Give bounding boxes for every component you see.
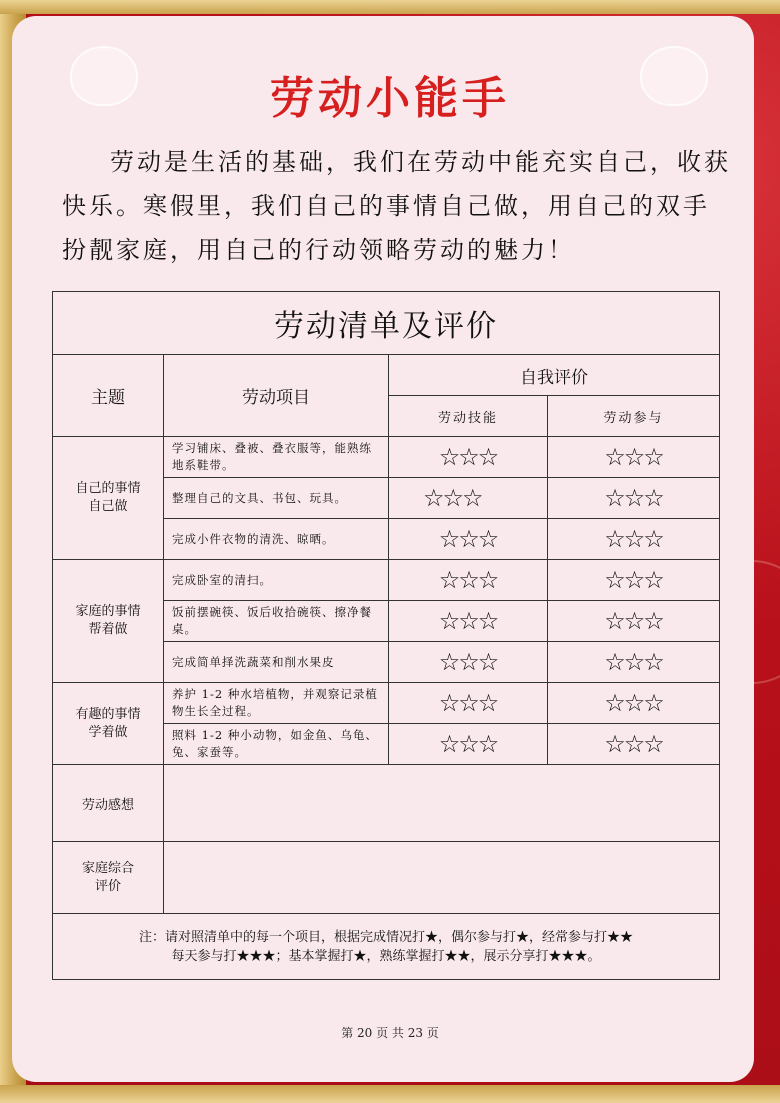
star-rating-skill[interactable]: ☆☆☆ (389, 601, 548, 642)
header-self-evaluation: 自我评价 (389, 355, 720, 396)
header-participation: 劳动参与 (548, 396, 720, 437)
table-row (53, 437, 720, 478)
family-evaluation-label: 家庭综合 评价 (53, 842, 164, 914)
header-skill: 劳动技能 (389, 396, 548, 437)
star-rating-skill[interactable]: ☆☆☆ (389, 560, 548, 601)
task-item: 完成卧室的清扫。 (164, 560, 389, 601)
gold-border-bottom (0, 1085, 780, 1103)
table-row (53, 683, 720, 724)
header-item: 劳动项目 (164, 355, 389, 437)
star-rating-participation[interactable]: ☆☆☆ (548, 437, 720, 478)
task-item: 饭前摆碗筷、饭后收拾碗筷、擦净餐桌。 (164, 601, 389, 642)
task-item: 完成小件衣物的清洗、晾晒。 (164, 519, 389, 560)
theme-cell: 有趣的事情 学着做 (53, 683, 164, 765)
labor-checklist-table (52, 291, 720, 980)
theme-cell: 家庭的事情 帮着做 (53, 560, 164, 683)
page-title: 劳动小能手 (270, 73, 510, 124)
task-item: 养护 1-2 种水培植物，并观察记录植物生长全过程。 (164, 683, 389, 724)
star-rating-skill[interactable]: ☆☆☆ (389, 478, 548, 519)
table-title: 劳动清单及评价 (53, 292, 720, 355)
star-rating-participation[interactable]: ☆☆☆ (548, 683, 720, 724)
page-number: 第 20 页 共 23 页 (341, 1026, 439, 1040)
task-item: 学习铺床、叠被、叠衣服等，能熟练地系鞋带。 (164, 437, 389, 478)
family-evaluation-input-area[interactable] (164, 842, 720, 914)
feelings-label: 劳动感想 (53, 765, 164, 842)
feelings-input-area[interactable] (164, 765, 720, 842)
star-rating-participation[interactable]: ☆☆☆ (548, 642, 720, 683)
gold-border-top (0, 0, 780, 14)
star-rating-skill[interactable]: ☆☆☆ (389, 519, 548, 560)
task-item: 完成简单择洗蔬菜和削水果皮 (164, 642, 389, 683)
star-rating-skill[interactable]: ☆☆☆ (389, 642, 548, 683)
star-rating-participation[interactable]: ☆☆☆ (548, 519, 720, 560)
star-rating-skill[interactable]: ☆☆☆ (389, 724, 548, 765)
star-rating-participation[interactable]: ☆☆☆ (548, 724, 720, 765)
task-item: 照料 1-2 种小动物，如金鱼、乌龟、兔、家蚕等。 (164, 724, 389, 765)
theme-cell: 自己的事情 自己做 (53, 437, 164, 560)
rating-note: 注：请对照清单中的每一个项目，根据完成情况打★，偶尔参与打★，经常参与打★★ 每天参与打★★★；基本掌握打★，熟练掌握打★★，展示分享打★★★。 (53, 914, 720, 980)
header-theme: 主题 (53, 355, 164, 437)
star-rating-skill[interactable]: ☆☆☆ (389, 683, 548, 724)
intro-paragraph: 劳动是生活的基础，我们在劳动中能充实自己，收获快乐。寒假里，我们自己的事情自己做，用自己的双手扮靓家庭，用自己的行动领略劳动的魅力！ (62, 148, 731, 264)
star-rating-participation[interactable]: ☆☆☆ (548, 601, 720, 642)
task-item: 整理自己的文具、书包、玩具。 (164, 478, 389, 519)
table-row (53, 560, 720, 601)
star-rating-skill[interactable]: ☆☆☆ (389, 437, 548, 478)
star-rating-participation[interactable]: ☆☆☆ (548, 560, 720, 601)
star-rating-participation[interactable]: ☆☆☆ (548, 478, 720, 519)
